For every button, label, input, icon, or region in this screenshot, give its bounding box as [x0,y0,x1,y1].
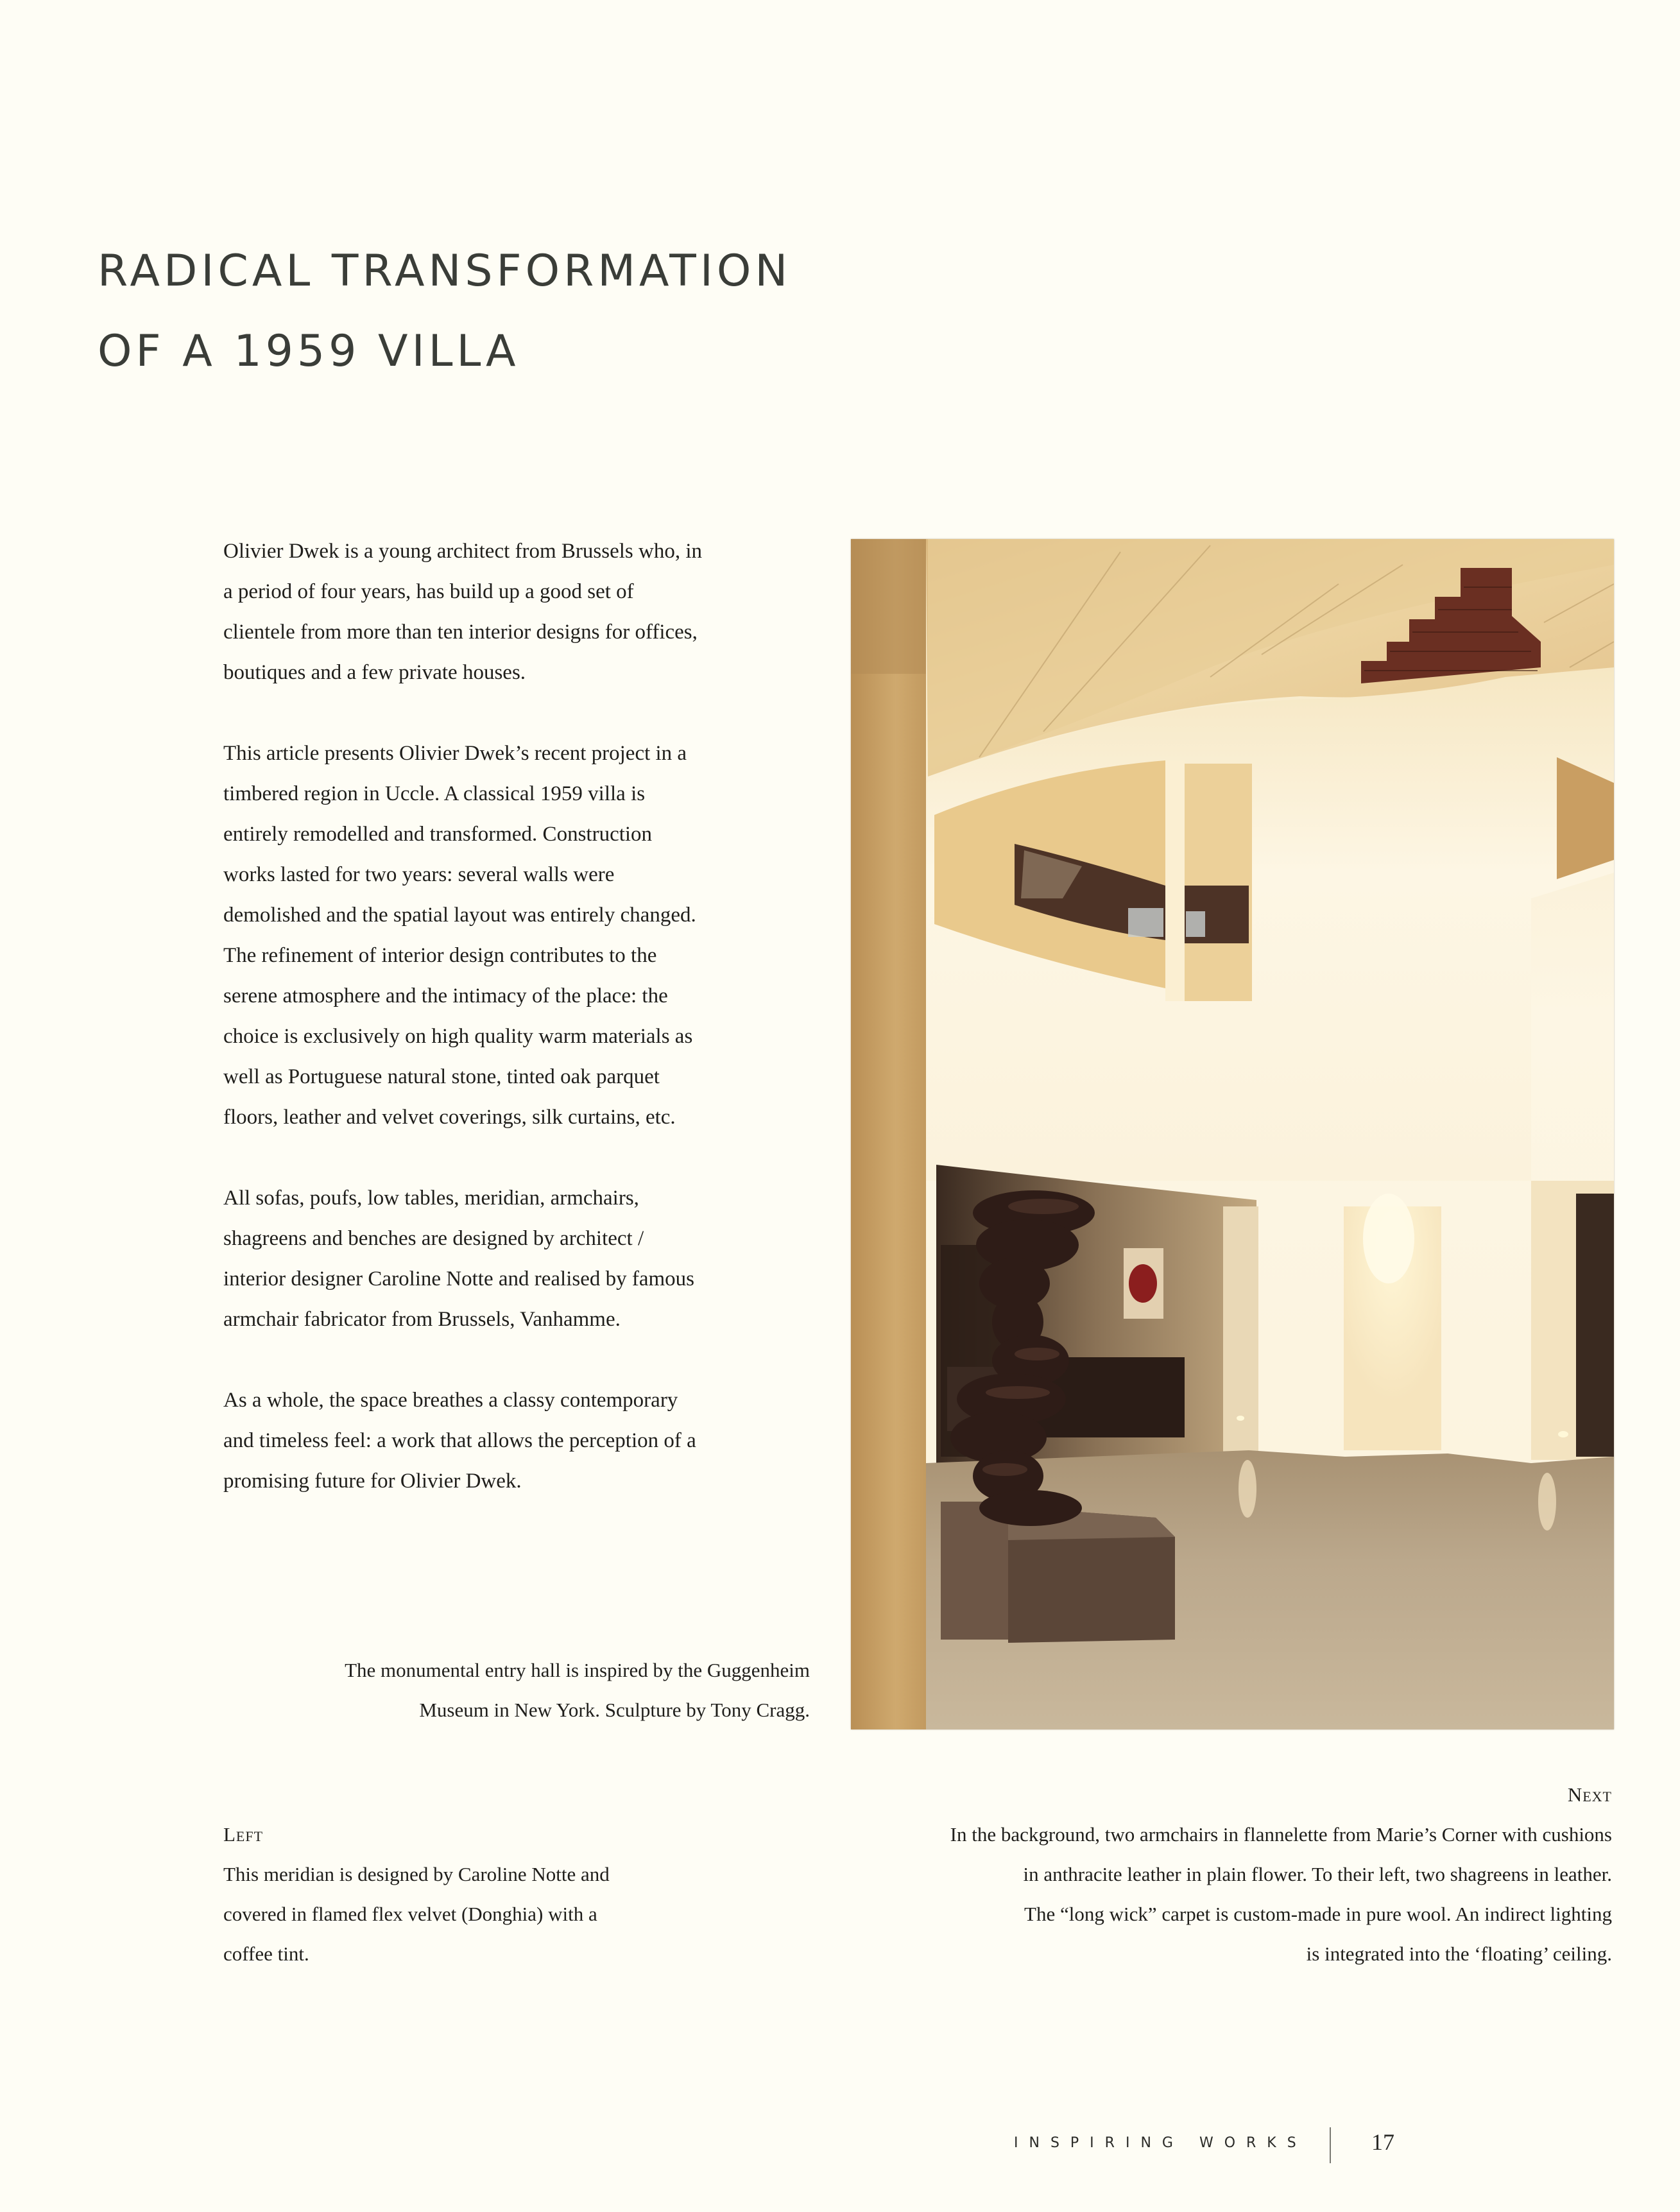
caption-line: Museum in New York. Sculpture by Tony Cragg. [419,1699,810,1721]
text-line: shagreens and benches are designed by architect / [223,1227,644,1250]
title-line-2: OF A 1959 VILLA [98,326,520,377]
caption-line: The “long wick” carpet is custom-made in pure wool. An indirect lighting [1024,1903,1612,1925]
paragraph-2 [223,733,814,1138]
article-title [98,231,791,391]
text-line: boutiques and a few private houses. [223,661,526,684]
next-caption [802,1775,1612,1974]
text-line: a period of four years, has build up a good set of [223,580,634,603]
text-line: entirely remodelled and transformed. Construction [223,823,653,846]
text-line: demolished and the spatial layout was entirely changed. [223,904,696,927]
caption-line: covered in flamed flex velvet (Donghia) with a [223,1903,597,1925]
left-caption [223,1815,801,1974]
caption-line: In the background, two armchairs in flannelette from Marie’s Corner with cushions [950,1823,1612,1846]
text-line: well as Portuguese natural stone, tinted oak parquet [223,1065,660,1088]
left-caption-label: Left [223,1823,264,1846]
caption-line: This meridian is designed by Caroline Notte and [223,1863,610,1885]
entry-hall-illustration [851,539,1614,1729]
caption-line: The monumental entry hall is inspired by the Guggenheim [345,1659,810,1681]
text-line: works lasted for two years: several walls were [223,863,615,886]
article-body [223,531,814,1542]
footer-divider [1330,2127,1331,2163]
section-name: INSPIRING WORKS [1014,2135,1307,2151]
paragraph-1 [223,531,814,693]
caption-line: in anthracite leather in plain flower. To their left, two shagreens in leather. [1023,1863,1612,1885]
text-line: serene atmosphere and the intimacy of the place: the [223,984,668,1007]
text-line: timbered region in Uccle. A classical 1959 villa is [223,782,646,805]
text-line: Olivier Dwek is a young architect from Brussels who, in [223,540,703,563]
text-line: clientele from more than ten interior designs for offices, [223,621,698,644]
text-line: All sofas, poufs, low tables, meridian, armchairs, [223,1187,639,1210]
text-line: The refinement of interior design contributes to the [223,944,657,967]
text-line: and timeless feel: a work that allows the perception of a [223,1429,696,1452]
page-number: 17 [1371,2129,1394,2155]
photo-caption [244,1650,810,1730]
paragraph-3 [223,1178,814,1340]
text-line: promising future for Olivier Dwek. [223,1470,522,1493]
entry-hall-photo [851,539,1614,1729]
title-line-1: RADICAL TRANSFORMATION [98,246,792,296]
caption-line: coffee tint. [223,1942,309,1965]
text-line: interior designer Caroline Notte and realised by famous [223,1267,695,1290]
text-line: As a whole, the space breathes a classy contemporary [223,1389,678,1412]
next-caption-label: Next [1567,1783,1612,1806]
caption-line: is integrated into the ‘floating’ ceiling. [1306,1942,1612,1965]
text-line: floors, leather and velvet coverings, silk curtains, etc. [223,1106,676,1129]
paragraph-4 [223,1380,814,1502]
text-line: This article presents Olivier Dwek’s recent project in a [223,742,687,765]
text-line: armchair fabricator from Brussels, Vanhamme. [223,1308,621,1331]
text-line: choice is exclusively on high quality warm materials as [223,1025,693,1048]
